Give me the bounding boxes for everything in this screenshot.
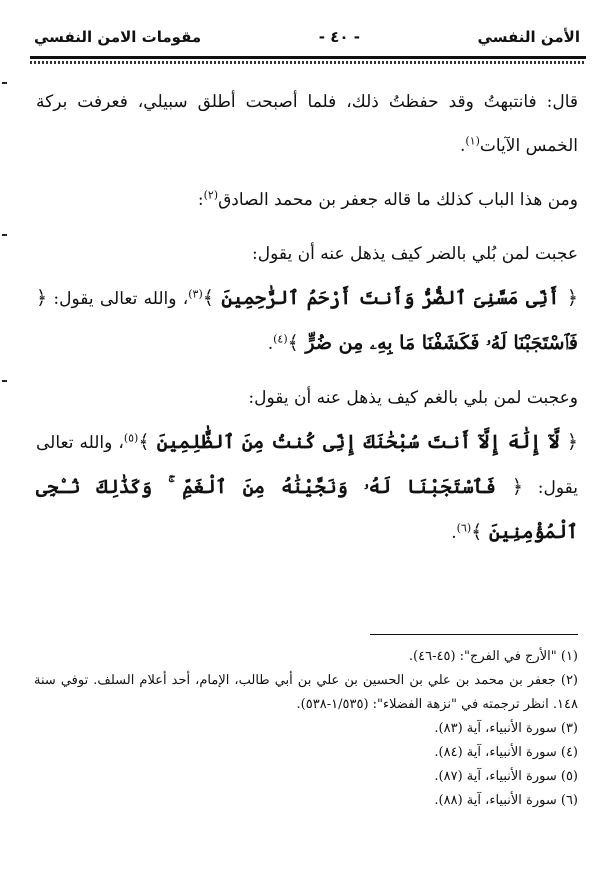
paragraph: ومن هذا الباب كذلك ما قاله جعفر بن محمد الصادق$^{(٢)}$: bbox=[197, 188, 578, 210]
footnote: (٢) جعفر بن محمد بن علي بن الحسين بن علي بن أبي طالب، الإمام، أحد أعلام السلف. توفي سنة ١٤٨. انظر ترجمته في "نزهة الفضلاء": (١/٥٣٥-٥٣٨). bbox=[34, 673, 578, 712]
footnote-ref: (٦) bbox=[456, 521, 472, 535]
main-text bbox=[36, 80, 578, 555]
book-title: الأمن النفسي bbox=[477, 28, 580, 46]
margin-mark bbox=[2, 234, 7, 236]
quran-verse: ﴿ فَٱسْتَجَبْنَا لَهُۥ وَنَجَّيْنَٰهُ مِنَ ٱلْغَمِّ ۚ وَكَذَٰلِكَ نُـۨجِى ٱلْمُؤْمِنِينَ ﴾ bbox=[36, 476, 578, 543]
header-dotted-rule bbox=[30, 61, 586, 64]
footnote-ref: (٤) bbox=[273, 332, 288, 346]
footnote-ref: (١) bbox=[465, 134, 480, 148]
footnote-rule bbox=[370, 634, 578, 635]
quran-verse: ﴿ لَّآ إِلَٰهَ إِلَّآ أَنتَ سُبْحَٰنَكَ إِنِّى كُنتُ مِنَ ٱلظَّٰلِمِينَ ﴾ bbox=[138, 431, 578, 453]
running-header bbox=[34, 20, 580, 54]
verse-paragraph: ﴿ لَّآ إِلَٰهَ إِلَّآ أَنتَ سُبْحَٰنَكَ إِنِّى كُنتُ مِنَ ٱلظَّٰلِمِينَ ﴾$^{(٥)}$، والله تعالى يقول: ﴿ فَٱسْتَجَبْنَا لَهُۥ وَنَجَّيْنَٰهُ مِنَ ٱلْغَمِّ ۚ وَكَذَٰلِكَ نُـۨجِى ٱلْمُؤْمِنِينَ ﴾$^{(٦)}$. bbox=[36, 431, 578, 543]
verse-paragraph: ﴿ أَنِّى مَسَّنِىَ ٱلضُّرُّ وَأَنتَ أَرْحَمُ ٱلرَّٰحِمِينَ ﴾$^{(٣)}$، والله تعالى يقول: ﴿ فَٱسْتَجَبْنَا لَهُۥ فَكَشَفْنَا مَا بِهِۦ مِن ضُرٍّ ﴾$^{(٤)}$. bbox=[36, 287, 578, 354]
footnote: (١) "الأرج في الفرج": (٤٥-٤٦). bbox=[408, 649, 578, 664]
margin-mark bbox=[2, 82, 7, 84]
footnote: (٦) سورة الأنبياء، آية (٨٨). bbox=[434, 793, 578, 808]
paragraph: عجبت لمن بُلي بالضر كيف يذهل عنه أن يقول: bbox=[252, 244, 578, 264]
footnote: (٣) سورة الأنبياء، آية (٨٣). bbox=[434, 721, 578, 736]
footnote-ref: (٥) bbox=[123, 431, 139, 445]
chapter-title: مقومات الامن النفسي bbox=[34, 28, 202, 46]
paragraph: وعجبت لمن بلي بالغم كيف يذهل عنه أن يقول: bbox=[248, 388, 578, 408]
header-rule bbox=[30, 56, 586, 59]
footnote: (٤) سورة الأنبياء، آية (٨٤). bbox=[434, 745, 578, 760]
paragraph: قال: فانتبهتُ وقد حفظتُ ذلك، فلما أصبحت أطلق سبيلي، فعرفت بركة الخمس الآيات$^{(١)}$. bbox=[36, 92, 578, 156]
margin-mark bbox=[2, 380, 7, 382]
footnote-ref: (٣) bbox=[188, 287, 203, 301]
footnotes bbox=[34, 645, 578, 813]
footnote-ref: (٢) bbox=[203, 188, 219, 202]
footnote: (٥) سورة الأنبياء، آية (٨٧). bbox=[434, 769, 578, 784]
quran-verse: ﴿ فَٱسْتَجَبْنَا لَهُۥ فَكَشَفْنَا مَا بِهِۦ مِن ضُرٍّ ﴾ bbox=[36, 287, 578, 354]
quran-verse: ﴿ أَنِّى مَسَّنِىَ ٱلضُّرُّ وَأَنتَ أَرْحَمُ ٱلرَّٰحِمِينَ ﴾ bbox=[202, 287, 578, 309]
page-number: - ٤٠ - bbox=[318, 28, 360, 46]
